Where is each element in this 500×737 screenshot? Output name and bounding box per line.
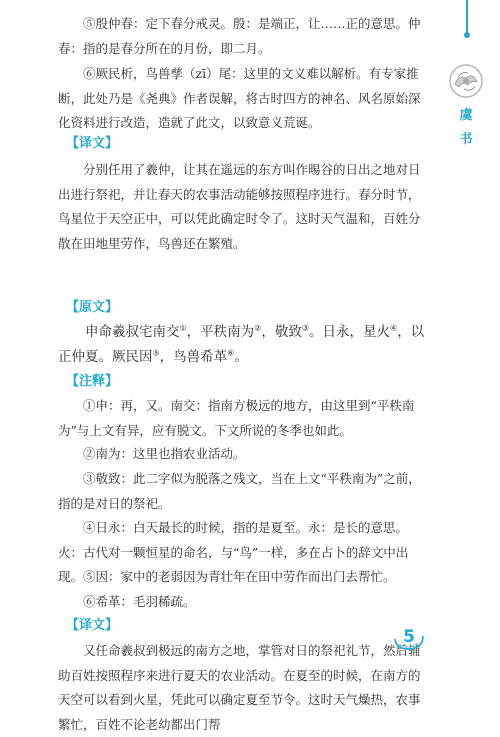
translation-heading-1: 【译文】 xyxy=(66,136,119,151)
page-number-badge xyxy=(392,622,426,652)
translation-paragraph-2: 又任命羲叔到极远的南方之地，掌管对日的祭祀礼节，然后辅助百姓按照程序来进行夏天的农业活动。在夏至的时候，在南方的天空可以看到火星，凭此可以确定夏至节令。这时天气燥热，农事繁忙，百姓不论老幼都出门帮 xyxy=(58,643,421,732)
annotation-2: ②南为：这里也指农业活动。 xyxy=(83,446,246,461)
note-6: ⑥厥民析，鸟兽孳（zī）尾：这里的文义难以解析。有专家推断，此处乃是《尧典》作者误解，将古时四方的神名、风名原始深化资料进行改造，造就了此文，以致意义荒诞。 xyxy=(58,66,421,131)
footnote-ref-5: ⑤ xyxy=(152,348,160,358)
annotation-4: ④日永：白天最长的时候，指的是夏至。永：是长的意思。火：古代对一颗恒星的命名，与“鸟”一样，多在占卜的辞文中出现。 xyxy=(58,520,409,585)
footnote-ref-3: ③ xyxy=(301,323,310,333)
margin-accent-line xyxy=(466,0,468,34)
annotation-1: ①申：再，又。南交：指南方极远的地方，由这里到“平秩南为”与上文有异，应有脱文。下文所说的冬季也如此。 xyxy=(58,398,415,438)
book-title xyxy=(456,104,476,152)
footnote-ref-6: ⑥ xyxy=(227,348,235,358)
book-title-char-1: 虞 xyxy=(459,108,473,123)
footnote-ref-2: ② xyxy=(254,323,262,333)
footnote-ref-1: ① xyxy=(179,323,187,333)
original-text: 申命羲叔宅南交①，平秩南为②，敬致③。日永，星火④，以正仲夏。厥民因⑤，鸟兽希革⑥。 xyxy=(58,323,425,365)
book-title-char-2: 书 xyxy=(459,132,473,147)
footnote-ref-4: ④ xyxy=(390,323,398,333)
margin-accent-dot xyxy=(464,32,470,38)
annotation-6: ⑥希革：毛羽稀疏。 xyxy=(83,594,196,609)
annotation-3: ③敬致：此二字似为脱落之残文，当在上文“平秩南为”之前，指的是对日的祭祀。 xyxy=(58,471,421,511)
annotation-5: ⑤因：家中的老弱因为青壮年在田中劳作而出门去帮忙。 xyxy=(83,569,396,584)
translation-paragraph-1: 分别任用了羲仲，让其在遥远的东方叫作晹谷的日出之地对日出进行祭祀，并让春天的农事活动能够按照程序进行。春分时节，鸟星位于天空正中，可以凭此确定时令了。这时天气温和，百姓分散在田地里劳作，鸟兽还在繁殖。 xyxy=(58,162,421,251)
notes-heading: 【注释】 xyxy=(66,374,119,389)
note-5: ⑤殷仲春：定下春分戒灵。殷：是端正，让……正的意思。仲春：指的是春分所在的月份，即二月。 xyxy=(58,16,421,56)
page-number: 5 xyxy=(403,627,415,647)
decorative-cloud-emblem-icon xyxy=(447,62,485,100)
translation-heading-2: 【译文】 xyxy=(66,618,119,633)
original-heading: 【原文】 xyxy=(66,300,119,315)
